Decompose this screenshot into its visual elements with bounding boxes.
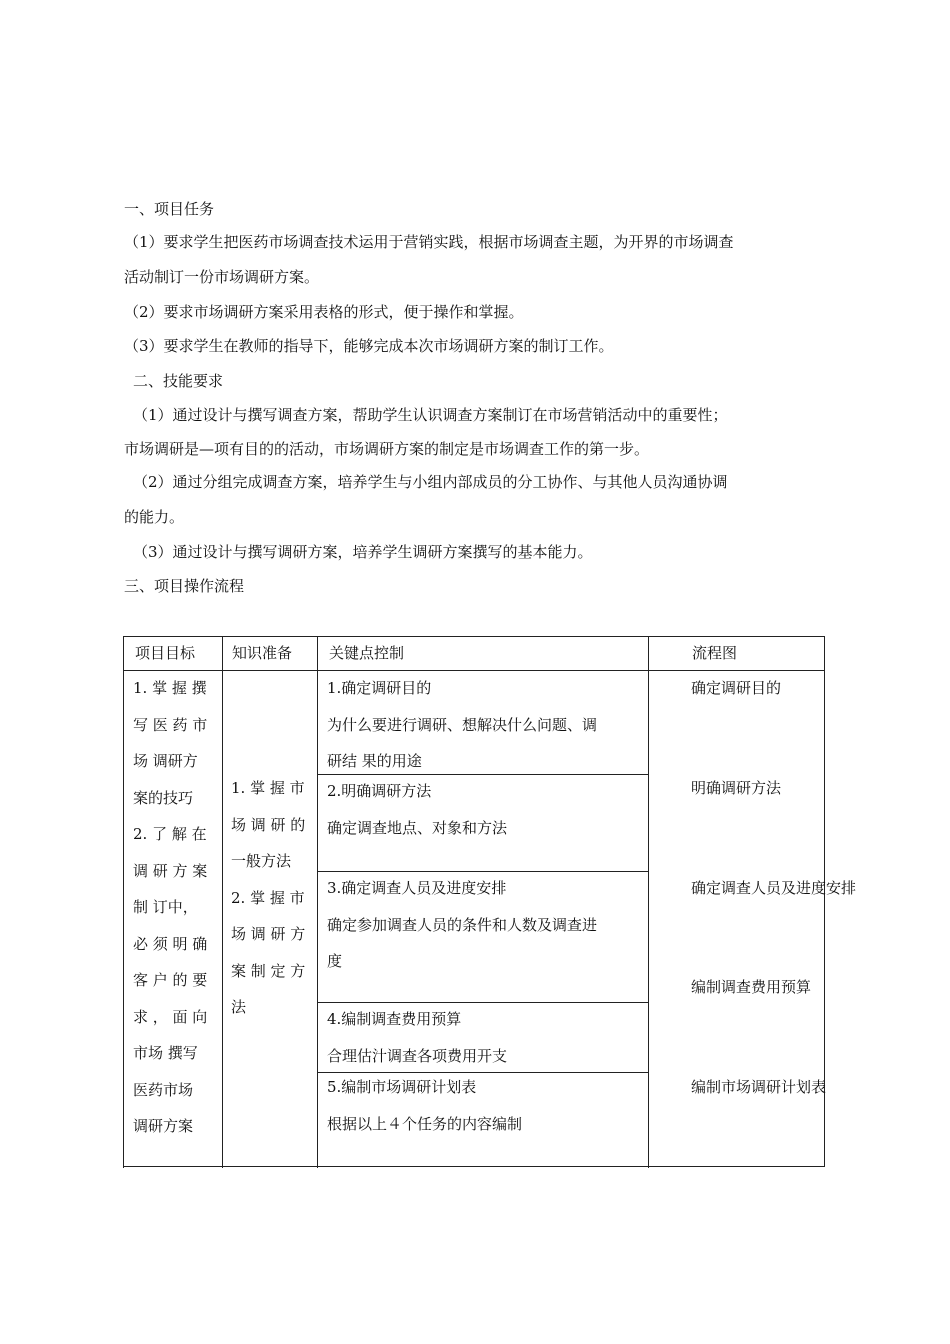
section2-title: 二、技能要求 [133,372,224,390]
flow-step-4: 编制调查费用预算 [691,978,812,996]
section1-item3: （3）要求学生在教师的指导下，能够完成本次市场调研方案的制订工作。 [124,337,614,355]
table-border-left [123,636,124,1168]
goal-line: 1. 掌 握 撰 [133,679,207,697]
goal-line: 写 医 药 市 [133,715,208,734]
header-knowledge: 知识准备 [232,644,293,662]
step-title: 2.明确调研方法 [327,782,432,800]
goal-line: 客 户 的 要 [133,971,208,989]
table-border-bottom [123,1166,825,1167]
col-divider-2 [317,636,318,1168]
process-table [123,636,857,1167]
step-detail: 确定调查地点、对象和方法 [327,818,508,837]
section2-item1-line1: （1）通过设计与撰写调查方案，帮助学生认识调查方案制订在市场营销活动中的重要性； [133,406,728,424]
step-detail: 为什么要进行调研、想解决什么问题、调 [327,715,598,734]
col-divider-3 [648,636,649,1168]
knowledge-line: 一般方法 [231,852,292,870]
header-divider [123,670,825,671]
step-5-cell [327,1077,522,1150]
step-title: 5.编制市场调研计划表 [327,1078,477,1096]
step-detail: 确定参加调查人员的条件和人数及调查进 [327,915,598,934]
knowledge-line: 场 调 研 方 [231,925,306,943]
header-goal: 项目目标 [135,644,196,662]
section2-item1-line2: 市场调研是—项有目的的活动，市场调研方案的制定是市场调查工作的第一步。 [124,440,650,458]
goal-line: 市场 撰写 [133,1044,198,1062]
knowledge-line: 1. 掌 握 市 [231,779,305,797]
goal-line: 2. 了 解 在 [133,825,207,843]
section3-title: 三、项目操作流程 [124,577,245,595]
goal-line: 求 ， 面 向 [133,1007,208,1026]
step-title: 3.确定调查人员及进度安排 [327,879,507,897]
step-detail: 根据以上４个任务的内容编制 [327,1114,523,1133]
header-flowchart: 流程图 [692,644,738,662]
goal-line: 制 订中， [133,898,198,916]
goal-line: 场 调研方 [133,752,198,770]
step-1-cell [327,678,597,788]
knowledge-cell [231,778,305,1034]
section1-title: 一、项目任务 [124,200,215,218]
step-divider-2 [317,871,649,872]
step-2-cell [327,781,507,854]
section2-item2-line1: （2）通过分组完成调查方案，培养学生与小组内部成员的分工协作、与其他人员沟通协调 [133,473,728,491]
step-title: 1.确定调研目的 [327,679,432,697]
section1-item1-line2: 活动制订一份市场调研方案。 [124,268,320,286]
goals-cell [133,678,207,1153]
step-title: 4.编制调查费用预算 [327,1010,462,1028]
flow-step-5: 编制市场调研计划表 [691,1078,827,1096]
section1-item2: （2）要求市场调研方案采用表格的形式，便于操作和掌握。 [124,303,524,321]
step-3-cell [327,878,597,988]
step-detail: 合理估汁调查各项费用开支 [327,1046,508,1065]
goal-line: 调 研 方 案 [133,861,208,880]
table-border-top [123,636,825,637]
knowledge-line: 案 制 定 方 [231,961,306,980]
knowledge-line: 场 调 研 的 [231,815,306,834]
section2-item3: （3）通过设计与撰写调研方案，培养学生调研方案撰写的基本能力。 [133,543,593,561]
flow-step-1: 确定调研目的 [691,679,782,697]
knowledge-line: 2. 掌 握 市 [231,888,305,907]
step-divider-3 [317,1002,649,1003]
goal-line: 医药市场 [133,1080,194,1099]
header-keypoints: 关键点控制 [329,644,405,662]
knowledge-line: 法 [231,998,247,1016]
goal-line: 必 须 明 确 [133,934,208,953]
section2-item2-line2: 的能力。 [124,508,185,526]
step-4-cell [327,1009,507,1082]
step-detail: 研结 果的用途 [327,752,422,770]
goal-line: 案的技巧 [133,788,194,807]
step-detail: 度 [327,952,343,970]
table-border-right-header [824,636,825,671]
goal-line: 调研方案 [133,1117,194,1135]
flow-step-3: 确定调查人员及进度安排 [691,879,857,897]
col-divider-1 [222,636,223,1168]
section1-item1-line1: （1）要求学生把医药市场调查技术运用于营销实践，根据市场调查主题，为开界的市场调查 [124,233,734,251]
flow-step-2: 明确调研方法 [691,779,782,797]
